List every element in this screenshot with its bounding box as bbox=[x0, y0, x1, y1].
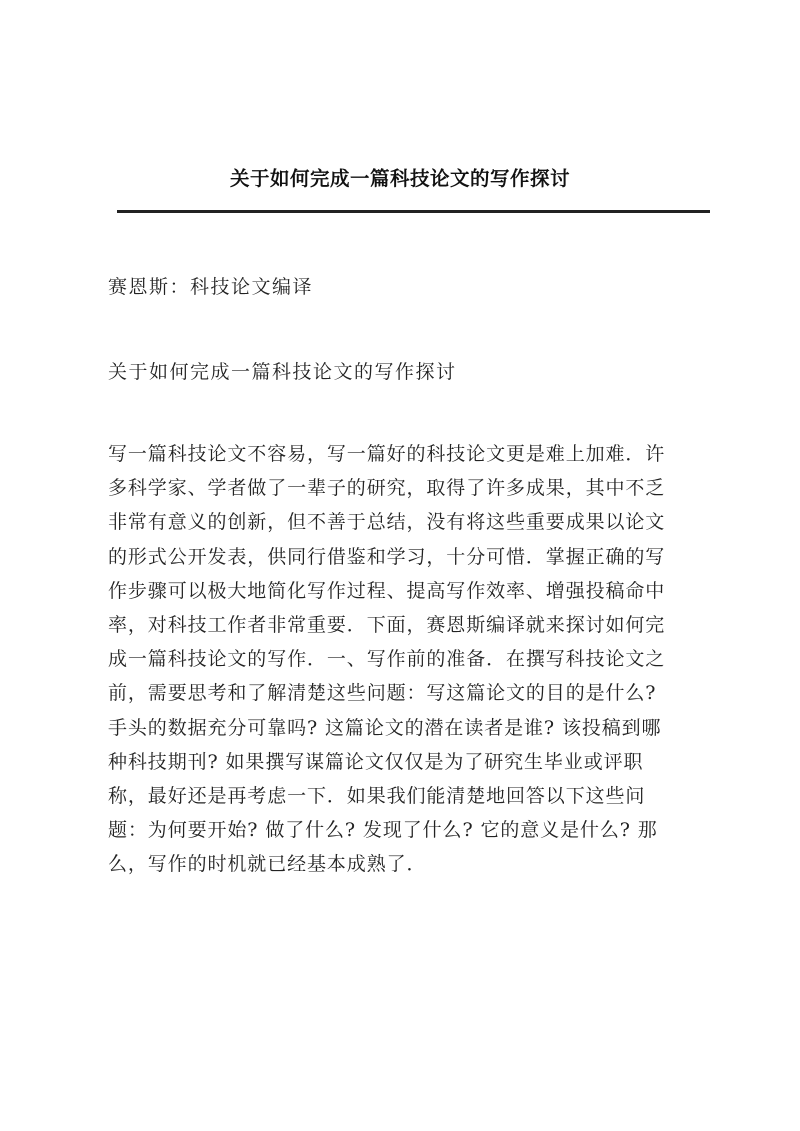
body-line: 多科学家、学者做了一辈子的研究，取得了许多成果，其中不乏 bbox=[108, 477, 666, 500]
body-line: 非常有意义的创新，但不善于总结，没有将这些重要成果以论文 bbox=[108, 511, 666, 534]
author-line: 赛恩斯：科技论文编译 bbox=[108, 276, 314, 298]
body-line: 手头的数据充分可靠吗? 这篇论文的潜在读者是谁? 该投稿到哪 bbox=[108, 716, 662, 739]
body-line: 题：为何要开始? 做了什么? 发现了什么? 它的意义是什么? 那 bbox=[108, 819, 658, 842]
body-line: 写一篇科技论文不容易，写一篇好的科技论文更是难上加难．许 bbox=[108, 443, 666, 465]
body-line: 前，需要思考和了解清楚这些问题：写这篇论文的目的是什么? bbox=[108, 682, 657, 705]
body-line: 称，最好还是再考虑一下．如果我们能清楚地回答以下这些问 bbox=[108, 784, 646, 807]
page-title: 关于如何完成一篇科技论文的写作探讨 bbox=[229, 167, 570, 190]
body-line: 率，对科技工作者非常重要．下面，赛恩斯编译就来探讨如何完 bbox=[108, 613, 666, 636]
body-line: 种科技期刊? 如果撰写谋篇论文仅仅是为了研究生毕业或评职 bbox=[108, 750, 644, 773]
article-subtitle: 关于如何完成一篇科技论文的写作探讨 bbox=[108, 361, 457, 383]
article-body bbox=[108, 437, 708, 881]
body-line: 作步骤可以极大地简化写作过程、提高写作效率、增强投稿命中 bbox=[108, 579, 666, 602]
body-line: 么，写作的时机就已经基本成熟了． bbox=[108, 853, 427, 876]
body-line: 的形式公开发表，供同行借鉴和学习，十分可惜．掌握正确的写 bbox=[108, 545, 666, 568]
body-line: 成一篇科技论文的写作．一、写作前的准备．在撰写科技论文之 bbox=[108, 648, 666, 671]
title-underline bbox=[117, 210, 710, 213]
